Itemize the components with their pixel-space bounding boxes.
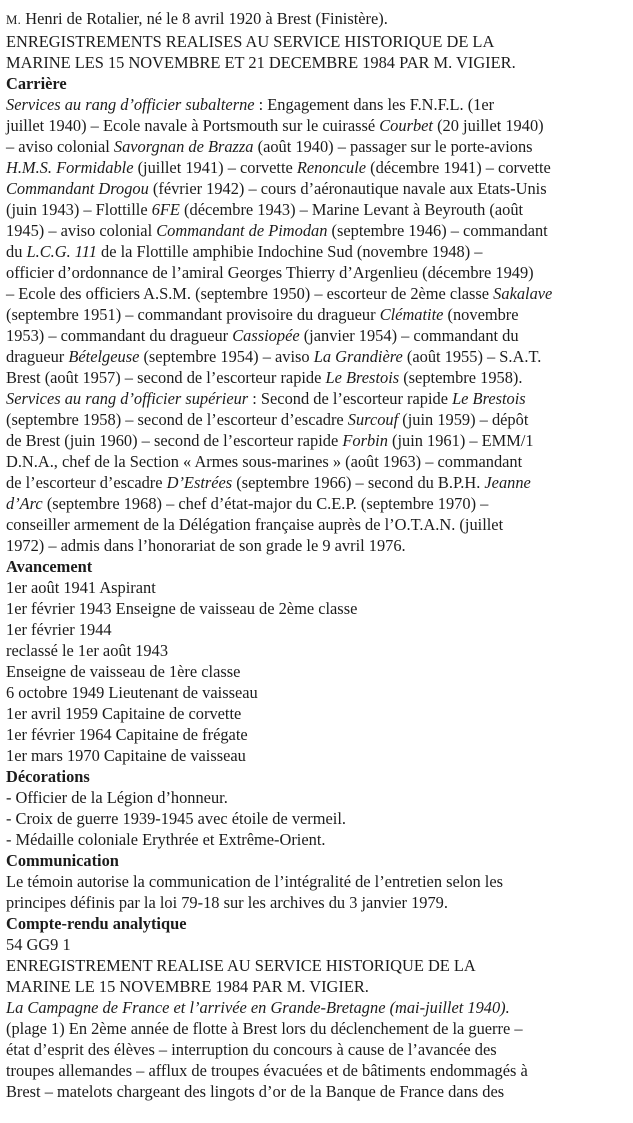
text-run: 1er mars 1970 Capitaine de vaisseau	[6, 746, 246, 765]
text-run: Courbet	[379, 116, 433, 135]
text-line	[6, 31, 631, 52]
text-line	[6, 8, 631, 31]
text-run: Le Brestois	[325, 368, 400, 387]
text-run: H.M.S. Formidable	[6, 158, 134, 177]
text-run: reclassé le 1er août 1943	[6, 641, 169, 660]
text-run: (septembre 1958).	[399, 368, 523, 387]
text-run: Surcouf	[347, 410, 399, 429]
text-run: (septembre 1966) – second du B.P.H.	[232, 473, 485, 492]
text-line	[6, 976, 631, 997]
text-line	[6, 262, 631, 283]
text-run: Sakalave	[493, 284, 553, 303]
text-run: Clématite	[379, 305, 444, 324]
text-run: d’Arc	[6, 494, 43, 513]
text-line	[6, 199, 631, 220]
text-run: 1er février 1964 Capitaine de frégate	[6, 725, 248, 744]
text-run: (juin 1943) – Flottille	[6, 200, 152, 219]
text-run: (août 1955) – S.A.T.	[402, 347, 542, 366]
text-run: : Second de l’escorteur rapide	[248, 389, 453, 408]
text-line	[6, 1081, 631, 1102]
text-run: - Médaille coloniale Erythrée et Extrême-Orient.	[6, 830, 326, 849]
text-run: (décembre 1943) – Marine Levant à Beyrouth (août	[179, 200, 524, 219]
section-heading	[6, 850, 631, 871]
text-run: L.C.G. 111	[26, 242, 97, 261]
text-line	[6, 52, 631, 73]
text-line	[6, 178, 631, 199]
text-line	[6, 535, 631, 556]
text-line	[6, 682, 631, 703]
text-run: Compte-rendu analytique	[6, 914, 187, 933]
text-line	[6, 241, 631, 262]
text-run: Services au rang d’officier supérieur	[6, 389, 249, 408]
text-run: du	[6, 242, 27, 261]
text-run: Enseigne de vaisseau de 1ère classe	[6, 662, 241, 681]
text-run: Carrière	[6, 74, 67, 93]
text-line	[6, 1039, 631, 1060]
text-line	[6, 640, 631, 661]
text-run: (novembre	[443, 305, 519, 324]
text-run: 6 octobre 1949 Lieutenant de vaisseau	[6, 683, 258, 702]
text-line	[6, 94, 631, 115]
text-run: Brest – matelots chargeant des lingots d’or de la Banque de France dans des	[6, 1082, 505, 1101]
text-run: M.	[6, 13, 22, 27]
text-run: 1953) – commandant du dragueur	[6, 326, 233, 345]
text-run: 1er février 1944	[6, 620, 112, 639]
text-run: (janvier 1954) – commandant du	[299, 326, 519, 345]
section-heading	[6, 913, 631, 934]
text-run: conseiller armement de la Délégation française auprès de l’O.T.A.N. (juillet	[6, 515, 504, 534]
text-run: – aviso colonial	[6, 137, 114, 156]
text-line	[6, 367, 631, 388]
text-run: - Officier de la Légion d’honneur.	[6, 788, 228, 807]
text-line	[6, 619, 631, 640]
text-run: ENREGISTREMENTS REALISES AU SERVICE HISTORIQUE DE LA	[6, 32, 495, 51]
text-run: (septembre 1958) – second de l’escorteur d’escadre	[6, 410, 348, 429]
text-run: (août 1940) – passager sur le porte-avions	[253, 137, 533, 156]
text-line	[6, 472, 631, 493]
text-run: - Croix de guerre 1939-1945 avec étoile de vermeil.	[6, 809, 346, 828]
text-run: dragueur	[6, 347, 69, 366]
text-run: Brest (août 1957) – second de l’escorteur rapide	[6, 368, 326, 387]
text-run: La Campagne de France et l’arrivée en Grande-Bretagne (mai-juillet 1940).	[6, 998, 510, 1017]
text-run: ENREGISTREMENT REALISE AU SERVICE HISTORIQUE DE LA	[6, 956, 476, 975]
section-heading	[6, 766, 631, 787]
text-line	[6, 997, 631, 1018]
text-run: Cassiopée	[232, 326, 300, 345]
text-line	[6, 661, 631, 682]
text-run: Le Brestois	[452, 389, 526, 408]
text-line	[6, 115, 631, 136]
text-line	[6, 451, 631, 472]
text-run: 1er avril 1959 Capitaine de corvette	[6, 704, 242, 723]
text-run: Commandant Drogou	[6, 179, 149, 198]
text-line	[6, 304, 631, 325]
text-run: Le témoin autorise la communication de l’intégralité de l’entretien selon les	[6, 872, 504, 891]
text-run: (septembre 1951) – commandant provisoire du dragueur	[6, 305, 380, 324]
text-run: officier d’ordonnance de l’amiral Georges Thierry d’Argenlieu (décembre 1949)	[6, 263, 534, 282]
text-run: 6FE	[151, 200, 180, 219]
text-run: Avancement	[6, 557, 93, 576]
text-run: Forbin	[342, 431, 388, 450]
text-run: (juin 1961) – EMM/1	[387, 431, 534, 450]
text-line	[6, 220, 631, 241]
text-run: (décembre 1941) – corvette	[366, 158, 551, 177]
text-run: 1er août 1941 Aspirant	[6, 578, 156, 597]
text-run: 1972) – admis dans l’honorariat de son grade le 9 avril 1976.	[6, 536, 406, 555]
text-line	[6, 136, 631, 157]
text-run: Bételgeuse	[68, 347, 140, 366]
text-line	[6, 430, 631, 451]
text-line	[6, 409, 631, 430]
text-line	[6, 871, 631, 892]
text-run: état d’esprit des élèves – interruption du concours à cause de l’avancée des	[6, 1040, 497, 1059]
text-run: Commandant de Pimodan	[156, 221, 328, 240]
text-line	[6, 745, 631, 766]
text-line	[6, 934, 631, 955]
text-line	[6, 157, 631, 178]
text-line	[6, 808, 631, 829]
text-line	[6, 724, 631, 745]
text-run: principes définis par la loi 79-18 sur les archives du 3 janvier 1979.	[6, 893, 448, 912]
text-run: (juin 1959) – dépôt	[398, 410, 529, 429]
text-run: troupes allemandes – afflux de troupes évacuées et de bâtiments endommagés à	[6, 1061, 528, 1080]
text-line	[6, 325, 631, 346]
text-run: de Brest (juin 1960) – second de l’escorteur rapide	[6, 431, 343, 450]
text-line	[6, 598, 631, 619]
text-run: Communication	[6, 851, 119, 870]
text-run: (juillet 1941) – corvette	[133, 158, 297, 177]
text-line	[6, 346, 631, 367]
text-run: (septembre 1946) – commandant	[327, 221, 548, 240]
text-run: D’Estrées	[166, 473, 233, 492]
text-line	[6, 703, 631, 724]
text-line	[6, 787, 631, 808]
text-run: Henri de Rotalier, né le 8 avril 1920 à Brest (Finistère).	[21, 9, 388, 28]
text-run: (20 juillet 1940)	[432, 116, 544, 135]
text-run: de la Flottille amphibie Indochine Sud (novembre 1948) –	[96, 242, 483, 261]
text-run: de l’escorteur d’escadre	[6, 473, 167, 492]
text-line	[6, 493, 631, 514]
section-heading	[6, 556, 631, 577]
text-line	[6, 577, 631, 598]
text-line	[6, 388, 631, 409]
text-run: D.N.A., chef de la Section « Armes sous-marines » (août 1963) – commandant	[6, 452, 523, 471]
text-line	[6, 514, 631, 535]
text-run: juillet 1940) – Ecole navale à Portsmouth sur le cuirassé	[6, 116, 380, 135]
text-run: (septembre 1968) – chef d’état-major du C.E.P. (septembre 1970) –	[42, 494, 489, 513]
text-line	[6, 829, 631, 850]
text-run: Renoncule	[296, 158, 367, 177]
text-run: 54 GG9 1	[6, 935, 71, 954]
text-run: (septembre 1954) – aviso	[139, 347, 314, 366]
text-line	[6, 1060, 631, 1081]
text-run: (février 1942) – cours d’aéronautique navale aux Etats-Unis	[148, 179, 547, 198]
section-heading	[6, 73, 631, 94]
text-line	[6, 1018, 631, 1039]
text-run: MARINE LES 15 NOVEMBRE ET 21 DECEMBRE 1984 PAR M. VIGIER.	[6, 53, 516, 72]
text-line	[6, 955, 631, 976]
text-run: (plage 1) En 2ème année de flotte à Brest lors du déclenchement de la guerre –	[6, 1019, 523, 1038]
text-run: MARINE LE 15 NOVEMBRE 1984 PAR M. VIGIER.	[6, 977, 369, 996]
text-line	[6, 892, 631, 913]
text-run: 1945) – aviso colonial	[6, 221, 157, 240]
text-line	[6, 283, 631, 304]
text-run: Jeanne	[484, 473, 531, 492]
text-run: La Grandière	[313, 347, 403, 366]
text-run: Services au rang d’officier subalterne	[6, 95, 255, 114]
text-run: 1er février 1943 Enseigne de vaisseau de 2ème classe	[6, 599, 358, 618]
text-run: Décorations	[6, 767, 90, 786]
text-run: : Engagement dans les F.N.F.L. (1er	[254, 95, 495, 114]
text-run: – Ecole des officiers A.S.M. (septembre 1950) – escorteur de 2ème classe	[6, 284, 494, 303]
text-run: Savorgnan de Brazza	[113, 137, 254, 156]
